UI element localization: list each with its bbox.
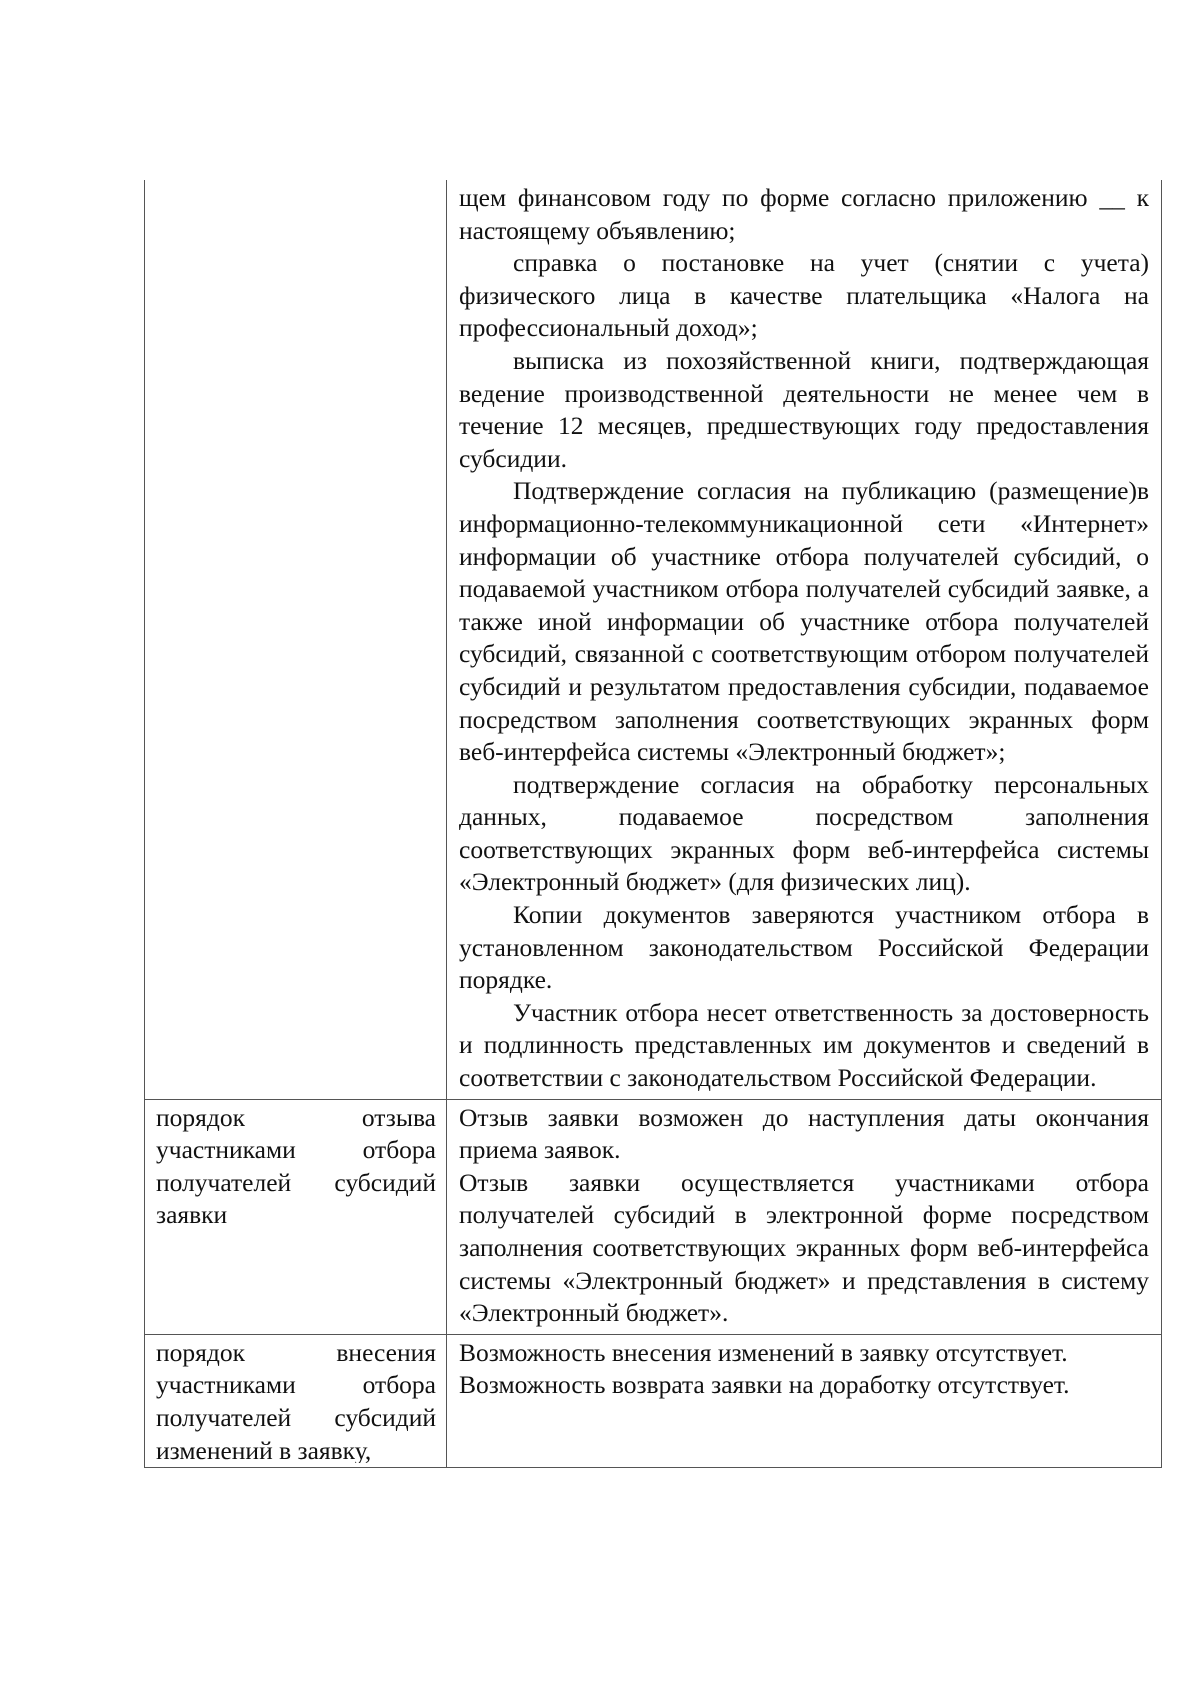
paragraph: подтверждение согласия на обработку персональных данных, подаваемое посредством заполнения соответствующих экранных форм веб-интерфейса системы «Электронный бюджет» (для физических лиц). xyxy=(459,769,1149,897)
paragraph: Возможность внесения изменений в заявку отсутствует. xyxy=(459,1337,1068,1367)
paragraph: Возможность возврата заявки на доработку отсутствует. xyxy=(459,1370,1070,1400)
paragraph: щем финансовом году по форме согласно приложению __ к настоящему объявлению; xyxy=(459,183,1149,245)
paragraph: справка о постановке на учет (снятии с учета) физического лица в качестве плательщика «Налога на профессиональный доход»; xyxy=(459,248,1149,343)
paragraph: Отзыв заявки возможен до наступления даты окончания приема заявок. xyxy=(459,1102,1149,1165)
paragraph: Копии документов заверяются участником отбора в установленном законодательством Российской Федерации порядке. xyxy=(459,900,1149,995)
table-row xyxy=(145,1099,1162,1334)
row-label-cell xyxy=(145,180,447,1099)
row-content-cell xyxy=(447,1099,1162,1334)
table-row xyxy=(145,180,1162,1099)
paragraph: Подтверждение согласия на публикацию (размещение)в информационно-телекоммуникационной сети «Интернет» информации об участнике отбора получателей субсидий, о подаваемой участником отбора получателей субсидий заявке, а также иной информации об участнике отбора получателей субсидий, связанной с соответствующим отбором получателей субсидий и результатом предоставления субсидии, подаваемое посредством заполнения соответствующих экранных форм веб-интерфейса системы «Электронный бюджет»; xyxy=(459,476,1149,767)
paragraph: Отзыв заявки осуществляется участниками отбора получателей субсидий в электронной форме посредством заполнения соответствующих экранных форм веб-интерфейса системы «Электронный бюджет» и представления в систему «Электронный бюджет». xyxy=(459,1167,1149,1328)
paragraph: Участник отбора несет ответственность за достоверность и подлинность представленных им документов и сведений в соответствии с законодательством Российской Федерации. xyxy=(459,997,1149,1093)
announcement-table xyxy=(144,180,1162,1468)
row-label: порядок внесения участниками отбора получателей субсидий изменений в заявку, xyxy=(156,1337,436,1463)
row-content-cell xyxy=(447,180,1162,1099)
row-label: порядок отзыва участниками отбора получателей субсидий заявки xyxy=(156,1102,436,1230)
row-label-cell xyxy=(145,1099,447,1334)
row-label-clip xyxy=(156,1337,436,1463)
paragraph: выписка из похозяйственной книги, подтверждающая ведение производственной деятельности не менее чем в течение 12 месяцев, предшествующих году предоставления субсидии. xyxy=(459,345,1149,473)
row-content-cell xyxy=(447,1334,1162,1467)
table-row xyxy=(145,1334,1162,1467)
row-label-cell xyxy=(145,1334,447,1467)
